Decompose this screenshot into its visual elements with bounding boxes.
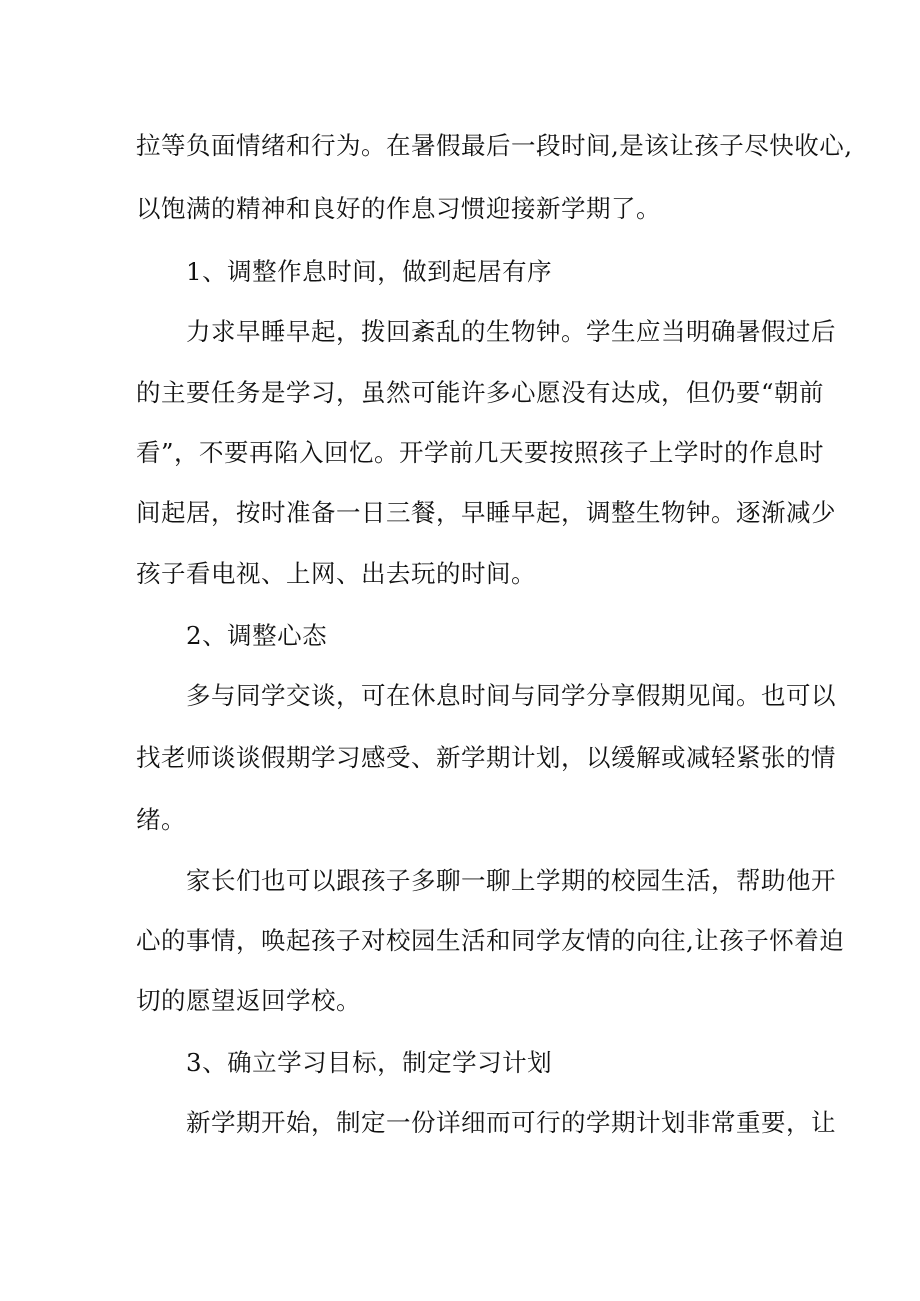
paragraph-line: 绪。 bbox=[136, 805, 186, 834]
paragraph-line: 拉等负面情绪和行为。在暑假最后一段时间,是该让孩子尽快收心, bbox=[136, 131, 853, 160]
paragraph-line: 力求早睡早起，拨回紊乱的生物钟。学生应当明确暑假过后 bbox=[186, 317, 836, 346]
paragraph-line: 的主要任务是学习，虽然可能许多心愿没有达成，但仍要“朝前 bbox=[136, 378, 825, 407]
paragraph-line: 找老师谈谈假期学习感受、新学期计划，以缓解或减轻紧张的情 bbox=[136, 743, 836, 772]
paragraph-line: 以饱满的精神和良好的作息习惯迎接新学期了。 bbox=[136, 194, 661, 223]
section-heading: 3、确立学习目标，制定学习计划 bbox=[186, 1048, 553, 1077]
paragraph-line: 多与同学交谈，可在休息时间与同学分享假期见闻。也可以 bbox=[186, 681, 836, 710]
paragraph-line: 新学期开始，制定一份详细而可行的学期计划非常重要，让 bbox=[186, 1108, 836, 1137]
section-heading: 2、调整心态 bbox=[186, 621, 328, 650]
paragraph-line: 孩子看电视、上网、出去玩的时间。 bbox=[136, 559, 536, 588]
paragraph-line: 心的事情，唤起孩子对校园生活和同学友情的向往,让孩子怀着迫 bbox=[136, 926, 845, 955]
paragraph-line: 间起居，按时准备一日三餐，早睡早起，调整生物钟。逐渐减少 bbox=[136, 498, 836, 527]
paragraph-line: 家长们也可以跟孩子多聊一聊上学期的校园生活，帮助他开 bbox=[186, 866, 836, 895]
section-heading: 1、调整作息时间，做到起居有序 bbox=[186, 257, 553, 286]
paragraph-line: 看”，不要再陷入回忆。开学前几天要按照孩子上学时的作息时 bbox=[136, 438, 825, 467]
paragraph-line: 切的愿望返回学校。 bbox=[136, 986, 361, 1015]
